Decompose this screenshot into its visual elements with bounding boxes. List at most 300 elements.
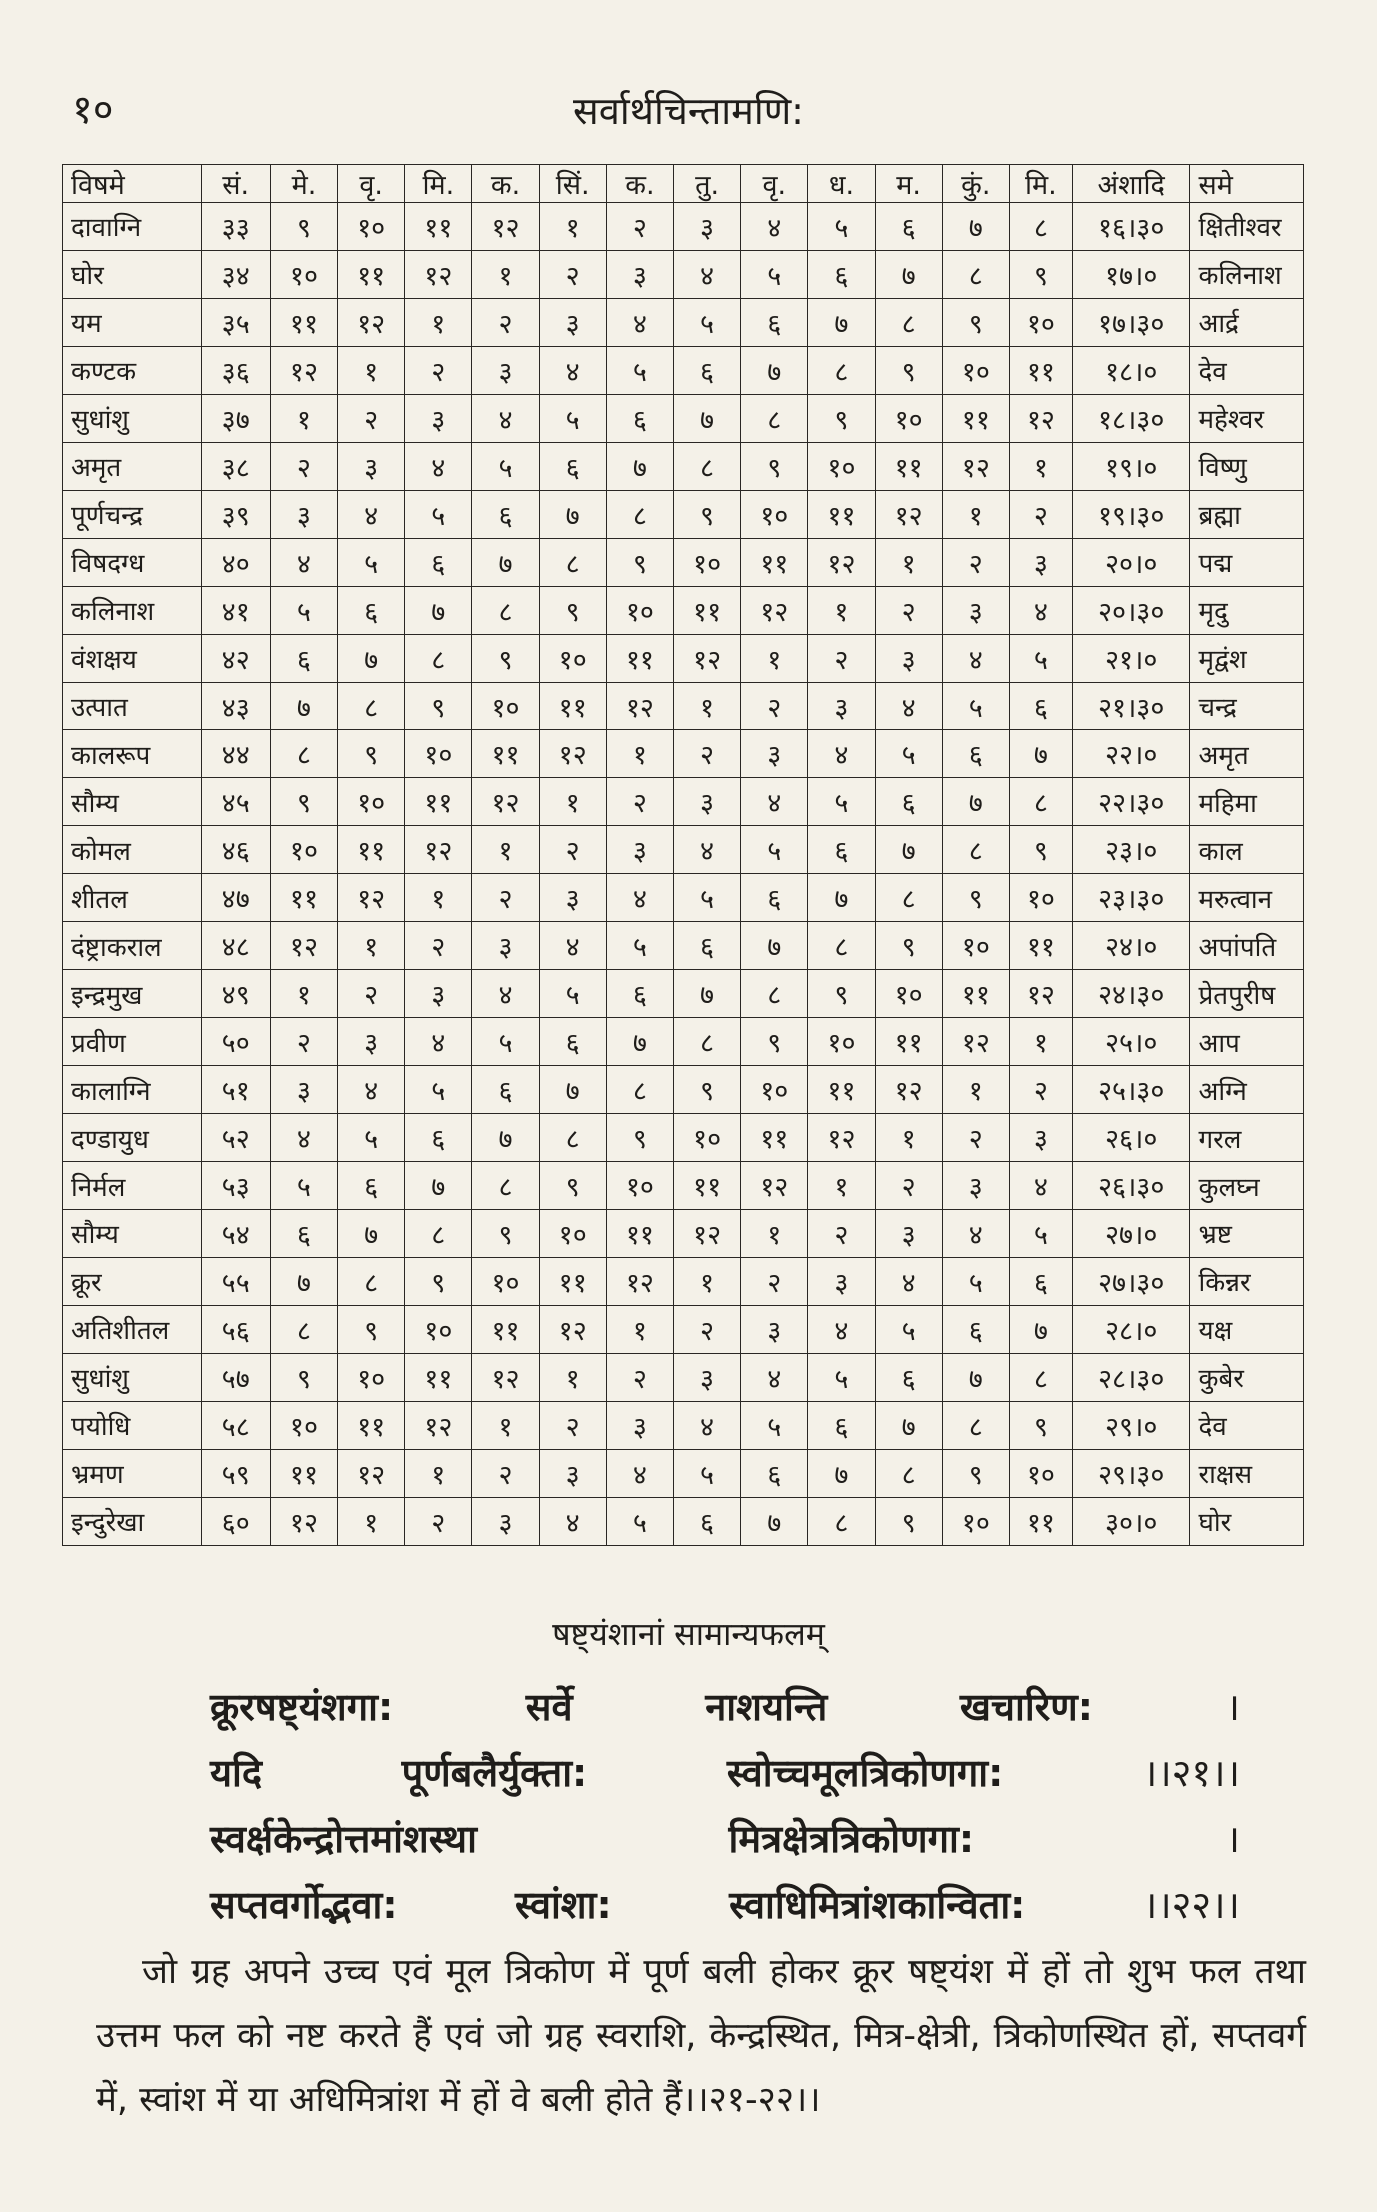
table-cell: १२ [270,1497,337,1545]
table-cell: ५ [405,1066,472,1114]
verse-number: ।।२२।। [1142,1883,1240,1927]
table-cell: ४ [1009,586,1072,634]
table-cell: ५६ [201,1305,270,1353]
even-sign-name: राक्षस [1190,1449,1304,1497]
table-cell: २ [942,1114,1009,1162]
even-sign-name: मृदु [1190,586,1304,634]
table-cell: ८ [808,922,875,970]
column-header: तु. [673,165,740,203]
table-cell: ९ [673,490,740,538]
table-cell: ६० [201,1497,270,1545]
table-row [63,490,1304,538]
column-header: मि. [1009,165,1072,203]
even-sign-name: अपांपति [1190,922,1304,970]
table-cell: ३ [808,1257,875,1305]
odd-sign-name: दण्डायुध [63,1114,202,1162]
table-row [63,250,1304,298]
table-cell: २४।३० [1072,970,1190,1018]
table-cell: ३ [1009,538,1072,586]
table-cell: २ [875,586,942,634]
table-cell: ३ [875,634,942,682]
table-cell: ८ [1009,203,1072,251]
table-cell: ९ [472,1210,539,1258]
table-cell: १० [539,1210,606,1258]
table-cell: ८ [606,490,673,538]
even-sign-name: गरल [1190,1114,1304,1162]
table-cell: १२ [741,586,808,634]
table-cell: १२ [539,1305,606,1353]
table-cell: २ [808,634,875,682]
table-cell: ११ [539,682,606,730]
table-cell: २ [1009,490,1072,538]
table-cell: ७ [1009,1305,1072,1353]
table-row [63,346,1304,394]
table-cell: ५ [741,826,808,874]
table-cell: ६ [1009,1257,1072,1305]
odd-sign-name: निर्मल [63,1162,202,1210]
table-cell: ८ [875,874,942,922]
table-cell: ४ [606,1449,673,1497]
table-cell: ९ [673,1066,740,1114]
table-cell: ११ [875,442,942,490]
table-cell: ८ [1009,778,1072,826]
table-cell: ५ [338,1114,405,1162]
table-cell: १२ [875,1066,942,1114]
table-cell: ६ [673,1497,740,1545]
table-cell: २ [270,442,337,490]
table-cell: ६ [338,1162,405,1210]
table-cell: ३ [338,1018,405,1066]
table-cell: ११ [472,1305,539,1353]
table-cell: १ [1009,442,1072,490]
table-cell: १२ [673,1210,740,1258]
even-sign-name: कलिनाश [1190,250,1304,298]
table-cell: ८ [741,970,808,1018]
verse-word: स्वाधिमित्रांशकान्विता: [729,1883,1026,1927]
table-cell: ९ [942,874,1009,922]
table-cell: ४० [201,538,270,586]
table-cell: ९ [338,1305,405,1353]
even-sign-name: घोर [1190,1497,1304,1545]
table-cell: ९ [1009,1401,1072,1449]
table-cell: ११ [1009,346,1072,394]
table-cell: ११ [270,1449,337,1497]
table-cell: २ [1009,1066,1072,1114]
table-cell: ५२ [201,1114,270,1162]
table-cell: १ [1009,1018,1072,1066]
table-cell: २ [472,1449,539,1497]
table-cell: ५ [472,442,539,490]
table-cell: ६ [942,1305,1009,1353]
table-cell: ११ [741,538,808,586]
table-cell: ४५ [201,778,270,826]
table-cell: १ [875,538,942,586]
table-cell: ८ [875,1449,942,1497]
table-cell: ७ [741,922,808,970]
verse-word: स्वोच्चमूलत्रिकोणगा: [726,1751,1004,1795]
table-cell: ९ [808,394,875,442]
table-cell: १० [1009,874,1072,922]
page-number: १० [72,87,114,133]
table-cell: १२ [942,1018,1009,1066]
even-sign-name: यक्ष [1190,1305,1304,1353]
even-sign-name: विष्णु [1190,442,1304,490]
table-cell: १२ [472,778,539,826]
verse-line-2 [210,1746,1240,1798]
table-cell: १० [942,1497,1009,1545]
table-cell: १७।० [1072,250,1190,298]
table-cell: ८ [270,730,337,778]
table-cell: ३५ [201,298,270,346]
table-cell: ९ [270,1353,337,1401]
table-cell: ६ [875,1353,942,1401]
table-cell: २६।३० [1072,1162,1190,1210]
table-cell: ४१ [201,586,270,634]
table-cell: १८।० [1072,346,1190,394]
table-cell: ४ [875,1257,942,1305]
table-cell: १ [539,1353,606,1401]
table-cell: ८ [606,1066,673,1114]
table-cell: ७ [673,970,740,1018]
table-cell: ३०।० [1072,1497,1190,1545]
table-cell: २ [808,1210,875,1258]
table-cell: १० [472,682,539,730]
table-cell: १२ [1009,970,1072,1018]
even-sign-name: क्षितीश्वर [1190,203,1304,251]
verse-word: पूर्णबलैर्युक्ता: [401,1751,588,1795]
table-cell: ८ [539,538,606,586]
table-cell: १ [741,1210,808,1258]
table-cell: ७ [270,682,337,730]
table-cell: ४४ [201,730,270,778]
table-cell: १० [875,970,942,1018]
table-cell: ३ [606,1401,673,1449]
table-cell: ११ [673,586,740,634]
table-cell: १२ [338,1449,405,1497]
table-cell: ९ [1009,826,1072,874]
table-cell: ७ [875,1401,942,1449]
table-cell: ३ [405,394,472,442]
table-header-row [63,165,1304,203]
table-cell: १० [338,778,405,826]
table-row [63,1497,1304,1545]
table-cell: ११ [1009,1497,1072,1545]
verse-word: यदि [210,1751,263,1795]
table-cell: २ [539,826,606,874]
odd-sign-name: पूर्णचन्द्र [63,490,202,538]
table-cell: २७।० [1072,1210,1190,1258]
table-cell: १ [606,1305,673,1353]
table-cell: १२ [875,490,942,538]
table-cell: १ [338,346,405,394]
table-cell: २१।० [1072,634,1190,682]
table-cell: १० [942,922,1009,970]
table-cell: १९।३० [1072,490,1190,538]
table-cell: २७।३० [1072,1257,1190,1305]
table-cell: १२ [472,1353,539,1401]
table-cell: ११ [741,1114,808,1162]
table-cell: १ [673,1257,740,1305]
table-cell: १६।३० [1072,203,1190,251]
table-cell: १२ [808,1114,875,1162]
table-cell: ५१ [201,1066,270,1114]
table-row [63,1210,1304,1258]
table-cell: २५।० [1072,1018,1190,1066]
table-cell: ७ [741,346,808,394]
table-row [63,970,1304,1018]
table-cell: ८ [808,346,875,394]
table-cell: ६ [539,442,606,490]
table-cell: १२ [405,1401,472,1449]
table-cell: १ [875,1114,942,1162]
table-cell: ११ [1009,922,1072,970]
table-cell: ९ [270,203,337,251]
table-cell: २५।३० [1072,1066,1190,1114]
table-cell: ११ [338,250,405,298]
even-sign-name: किन्नर [1190,1257,1304,1305]
table-cell: १ [942,1066,1009,1114]
table-row [63,1257,1304,1305]
table-cell: ७ [405,1162,472,1210]
odd-sign-name: कालाग्नि [63,1066,202,1114]
table-cell: ६ [405,1114,472,1162]
table-row [63,1066,1304,1114]
even-sign-name: मरुत्वान [1190,874,1304,922]
even-sign-name: पद्म [1190,538,1304,586]
table-cell: ९ [270,778,337,826]
table-cell: २ [405,922,472,970]
table-cell: १२ [472,203,539,251]
table-cell: ८ [338,682,405,730]
table-cell: ८ [405,1210,472,1258]
table-cell: ५३ [201,1162,270,1210]
table-cell: २ [741,682,808,730]
table-cell: ५९ [201,1449,270,1497]
table-cell: ११ [942,970,1009,1018]
table-cell: ५ [808,778,875,826]
table-cell: ६ [270,1210,337,1258]
table-row [63,538,1304,586]
table-cell: ४३ [201,682,270,730]
table-cell: ७ [808,298,875,346]
table-cell: ३७ [201,394,270,442]
verse-line-4 [210,1878,1240,1930]
odd-sign-name: अमृत [63,442,202,490]
table-row [63,298,1304,346]
table-cell: ८ [942,1401,1009,1449]
table-cell: ८ [942,826,1009,874]
table-cell: १२ [606,1257,673,1305]
column-header: विषमे [63,165,202,203]
table-cell: १२ [270,346,337,394]
table-cell: ३ [808,682,875,730]
column-header: सं. [201,165,270,203]
table-cell: ११ [606,634,673,682]
odd-sign-name: सुधांशु [63,1353,202,1401]
table-cell: ४ [539,1497,606,1545]
table-cell: ७ [539,1066,606,1114]
table-cell: ५८ [201,1401,270,1449]
odd-sign-name: कोमल [63,826,202,874]
table-cell: ५७ [201,1353,270,1401]
table-cell: १२ [942,442,1009,490]
table-cell: ९ [808,970,875,1018]
table-cell: ४ [405,442,472,490]
table-cell: १० [808,442,875,490]
table-cell: २ [405,346,472,394]
table-cell: ५५ [201,1257,270,1305]
even-sign-name: महिमा [1190,778,1304,826]
table-row [63,874,1304,922]
table-cell: १२ [338,874,405,922]
even-sign-name: अग्नि [1190,1066,1304,1114]
table-cell: २९।३० [1072,1449,1190,1497]
table-cell: ८ [1009,1353,1072,1401]
hindi-commentary: जो ग्रह अपने उच्च एवं मूल त्रिकोण में पूर्ण बली होकर क्रूर षष्ट्यंश में हों तो शुभ फल तथा उत्तम फल को नष्ट करते हैं एवं जो ग्रह स्वराशि, केन्द्रस्थित, मित्र-क्षेत्री, त्रिकोणस्थित हों, सप्तवर्ग में, स्वांश में या अधिमित्रांश में हों वे बली होते हैं।।२१-२२।। [96,1952,1306,2120]
table-cell: ५ [1009,634,1072,682]
table-cell: १२ [405,826,472,874]
table-cell: ७ [942,1353,1009,1401]
table-cell: ३ [673,1353,740,1401]
table-cell: ३४ [201,250,270,298]
table-cell: १ [472,250,539,298]
odd-sign-name: इन्दुरेखा [63,1497,202,1545]
table-row [63,682,1304,730]
odd-sign-name: प्रवीण [63,1018,202,1066]
table-row [63,1018,1304,1066]
table-cell: ७ [741,1497,808,1545]
table-cell: १० [270,1401,337,1449]
table-cell: ६ [741,874,808,922]
table-cell: २०।३० [1072,586,1190,634]
table-cell: ५ [606,1497,673,1545]
table-cell: ९ [405,682,472,730]
table-cell: ३ [539,1449,606,1497]
table-cell: १० [405,1305,472,1353]
table-row [63,730,1304,778]
odd-sign-name: दंष्ट्राकराल [63,922,202,970]
table-cell: १२ [741,1162,808,1210]
table-cell: ३९ [201,490,270,538]
table-cell: ९ [942,1449,1009,1497]
column-header: मे. [270,165,337,203]
odd-sign-name: विषदग्ध [63,538,202,586]
even-sign-name: अमृत [1190,730,1304,778]
table-cell: ३३ [201,203,270,251]
table-cell: १० [270,250,337,298]
verse-word: सर्वे [525,1685,573,1729]
table-cell: ३ [539,298,606,346]
table-cell: २९।० [1072,1401,1190,1449]
even-sign-name: मृद्वंश [1190,634,1304,682]
table-cell: ८ [942,250,1009,298]
column-header: क. [606,165,673,203]
table-cell: १२ [808,538,875,586]
table-cell: ४ [875,682,942,730]
table-cell: ३ [942,586,1009,634]
table-cell: ४ [338,490,405,538]
table-cell: १९।० [1072,442,1190,490]
table-cell: ११ [270,298,337,346]
column-header: कुं. [942,165,1009,203]
table-cell: ९ [539,586,606,634]
table-cell: १ [942,490,1009,538]
table-cell: ७ [606,1018,673,1066]
verse-word: मित्रक्षेत्रत्रिकोणगा: [728,1817,975,1861]
table-cell: ४ [606,298,673,346]
verse-mark: । [1225,1817,1240,1861]
table-cell: २ [606,203,673,251]
table-cell: ४ [741,1353,808,1401]
table-cell: ११ [405,203,472,251]
table-cell: ११ [338,826,405,874]
table-cell: २३।० [1072,826,1190,874]
table-cell: ४ [472,394,539,442]
table-cell: १० [1009,1449,1072,1497]
even-sign-name: महेश्वर [1190,394,1304,442]
odd-sign-name: भ्रमण [63,1449,202,1497]
even-sign-name: भ्रष्ट [1190,1210,1304,1258]
table-cell: १ [472,1401,539,1449]
table-cell: ५ [1009,1210,1072,1258]
table-cell: १० [673,1114,740,1162]
table-cell: १० [270,826,337,874]
verse-line-1 [210,1680,1240,1732]
table-cell: ५ [539,394,606,442]
table-cell: ८ [539,1114,606,1162]
table-cell: ५४ [201,1210,270,1258]
table-cell: १० [606,1162,673,1210]
table-cell: ११ [405,778,472,826]
even-sign-name: कुबेर [1190,1353,1304,1401]
table-cell: ११ [270,874,337,922]
table-cell: ९ [1009,250,1072,298]
verse-word: खचारिण: [959,1685,1093,1729]
table-cell: ४ [270,538,337,586]
table-cell: २२।० [1072,730,1190,778]
table-cell: ३ [942,1162,1009,1210]
table-cell: १ [539,203,606,251]
table-cell: ७ [808,874,875,922]
table-cell: १० [472,1257,539,1305]
column-header: म. [875,165,942,203]
table-cell: ६ [875,778,942,826]
table-cell: २ [606,1353,673,1401]
table-cell: ४ [539,922,606,970]
verse-line-3 [210,1812,1240,1864]
table-row [63,922,1304,970]
table-cell: ७ [875,826,942,874]
table-row [63,1449,1304,1497]
column-header: ध. [808,165,875,203]
verse-number: ।।२१।। [1142,1751,1240,1795]
table-cell: ४ [270,1114,337,1162]
table-cell: ९ [875,922,942,970]
table-cell: १ [338,922,405,970]
table-cell: ६ [472,490,539,538]
table-cell: ६ [405,538,472,586]
table-cell: १ [270,394,337,442]
table-cell: ९ [741,442,808,490]
table-cell: ९ [942,298,1009,346]
table-cell: २ [539,1401,606,1449]
table-cell: ७ [808,1449,875,1497]
odd-sign-name: सौम्य [63,778,202,826]
table-cell: २ [405,1497,472,1545]
table-cell: १२ [405,250,472,298]
table-row [63,1162,1304,1210]
verse-word: स्वांशा: [515,1883,612,1927]
